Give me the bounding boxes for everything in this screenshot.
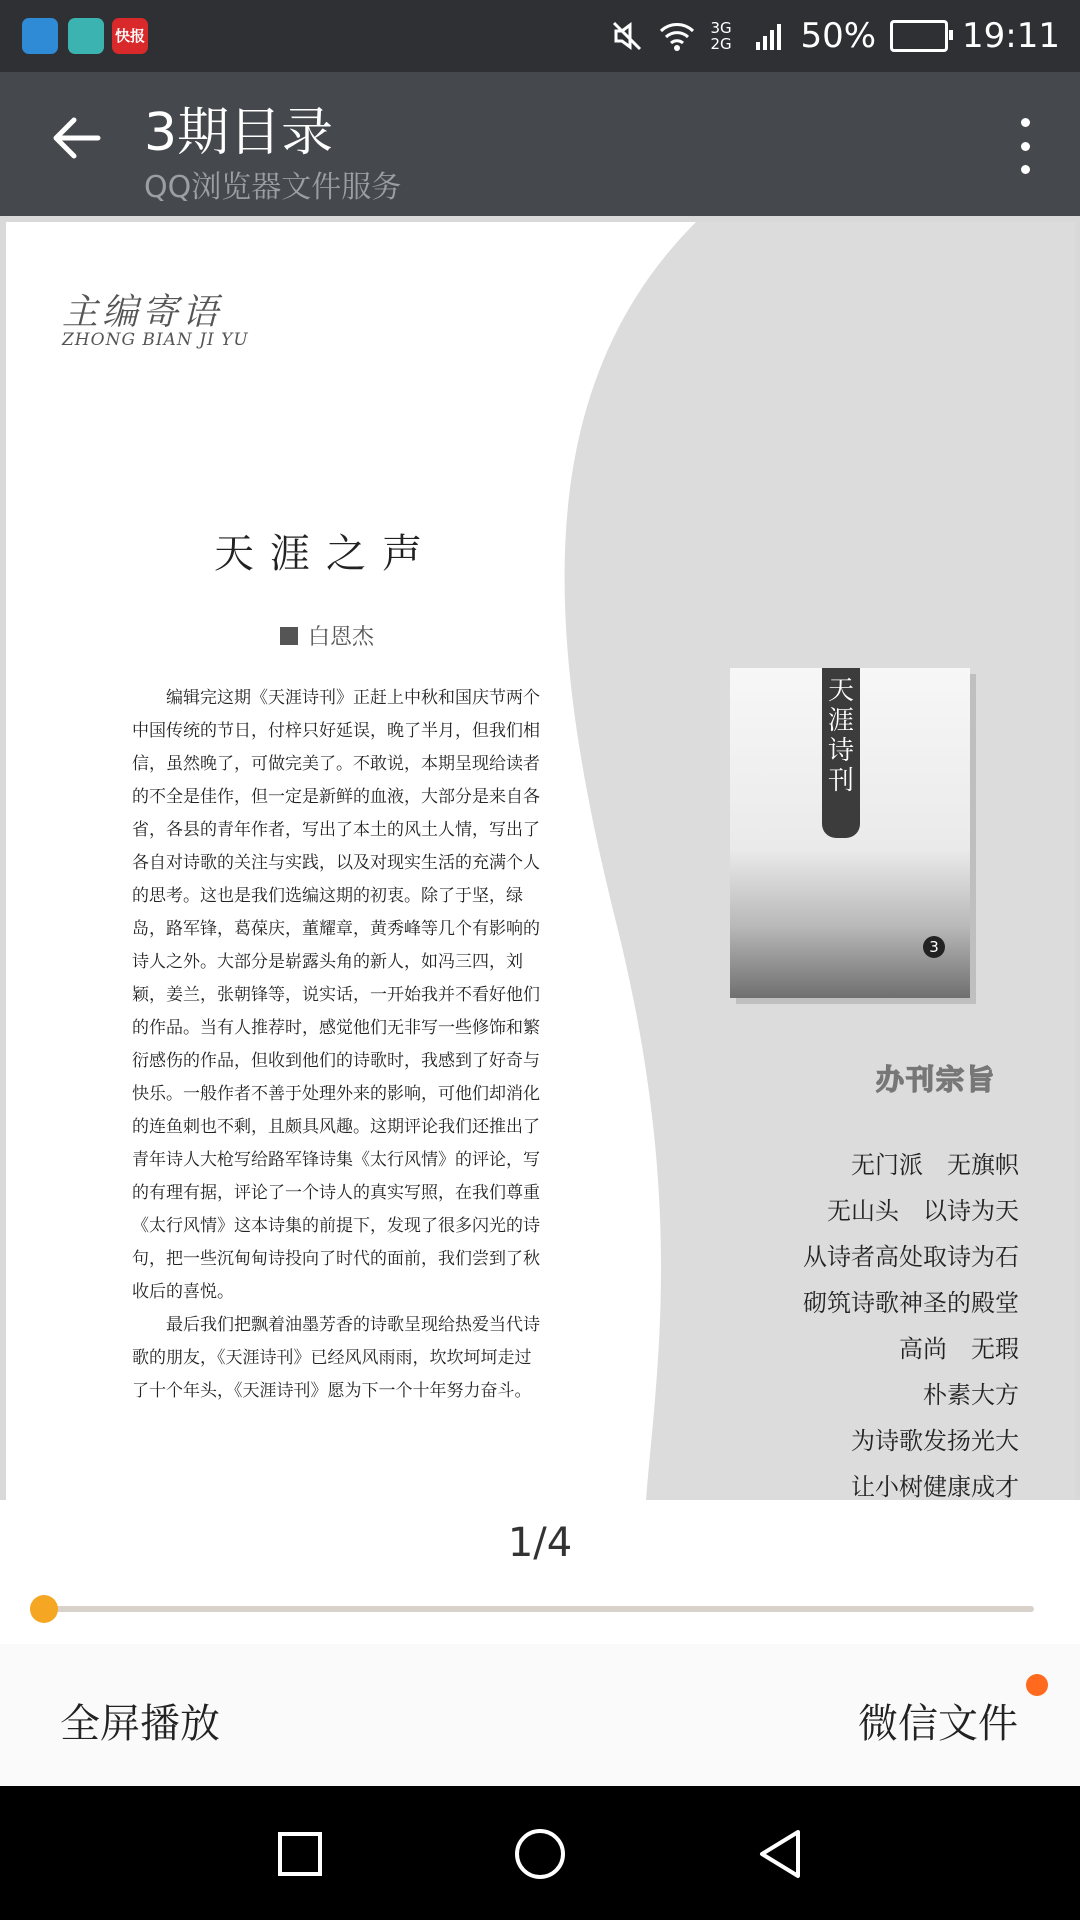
motto-line: 砌筑诗歌神圣的殿堂 (803, 1289, 1019, 1317)
clock: 19:11 (962, 16, 1060, 56)
wifi-icon (658, 19, 696, 53)
battery-percent: 50% (800, 16, 877, 56)
motto-line: 从诗者高处取诗为石 (803, 1243, 1019, 1271)
back-nav-icon[interactable] (752, 1826, 808, 1882)
page-slider-thumb[interactable] (30, 1595, 58, 1623)
toutiao-icon: 快报 (112, 18, 148, 54)
document-page (6, 222, 1075, 1500)
fullscreen-play-button[interactable]: 全屏播放 (60, 1701, 220, 1747)
motto-line: 无门派 无旗帜 (851, 1151, 1019, 1179)
author-name: 白恩杰 (308, 625, 375, 650)
article-title: 天涯之声 (214, 531, 438, 577)
system-nav-bar (0, 1786, 1080, 1920)
motto-line: 朴素大方 (923, 1381, 1019, 1409)
page-slider-track[interactable] (44, 1606, 1034, 1612)
status-indicators (610, 14, 1060, 58)
battery-icon (890, 20, 948, 52)
magazine-cover-image (730, 668, 970, 998)
status-bar (0, 0, 1080, 72)
article-author (280, 620, 374, 651)
more-options-icon[interactable] (1010, 118, 1040, 174)
home-icon[interactable] (512, 1826, 568, 1882)
page-indicator: 1/4 (507, 1520, 573, 1566)
motto-line: 为诗歌发扬光大 (851, 1427, 1019, 1455)
motto-line: 无山头 以诗为天 (827, 1197, 1019, 1225)
qq-browser-icon (22, 18, 58, 54)
motto-line: 让小树健康成才 (851, 1473, 1019, 1500)
motto-line: 高尚 无瑕 (899, 1335, 1019, 1363)
mute-icon (610, 19, 644, 53)
signal-icon (754, 20, 786, 52)
network-type-label: 3G 2G (710, 19, 732, 53)
back-arrow-icon[interactable] (46, 108, 106, 168)
article-paragraph: 编辑完这期《天涯诗刊》正赶上中秋和国庆节两个中国传统的节日，付梓只好延误，晚了半月，但我们相信，虽然晚了，可做完美了。不敢说，本期呈现给读者的不全是佳作，但一定是新鲜的血液，大部分是来自各省，各县的青年作者，写出了本土的风土人情，写出了各自对诗歌的关注与实践，以及对现实生活的充满个人的思考。这也是我们选编这期的初衷。除了于坚，绿岛，路军锋，葛葆庆，董耀章，黄秀峰等几个有影响的诗人之外。大部分是崭露头角的新人，如冯三四，刘颖，姜兰，张朝锋等，说实话，一开始我并不看好他们的作品。当有人推荐时，感觉他们无非写一些修饰和繁衍感伤的作品，但收到他们的诗歌时，我感到了好奇与快乐。一般作者不善于处理外来的影响，可他们却消化的连鱼刺也不剩，且颇具风趣。这期评论我们还推出了青年诗人大枪写给路军锋诗集《太行风情》的评论，写的有理有据，评论了一个诗人的真实写照，在我们尊重《太行风情》这本诗集的前提下，发现了很多闪光的诗句，把一些沉甸甸诗投向了时代的面前，我们尝到了秋收后的喜悦。 (132, 688, 540, 1302)
page-title: 3期目录 (144, 103, 334, 163)
qq-browser-lite-icon (68, 18, 104, 54)
article-paragraph: 最后我们把飘着油墨芳香的诗歌呈现给热爱当代诗歌的朋友，《天涯诗刊》已经风风雨雨，坎坎坷坷走过了十个年头，《天涯诗刊》愿为下一个十年努力奋斗。 (132, 1315, 540, 1401)
page-navigator (0, 1500, 1080, 1645)
section-heading-pinyin: ZHONG BIAN JI YU (62, 330, 249, 350)
cover-title: 天涯诗刊 (827, 676, 854, 796)
author-square-icon (280, 627, 298, 645)
recent-apps-icon[interactable] (272, 1826, 328, 1882)
cover-issue-number: 3 (923, 936, 945, 958)
app-bar (0, 72, 1080, 216)
motto-list (803, 1142, 1019, 1500)
document-viewer[interactable] (0, 216, 1080, 1500)
article-body (132, 682, 542, 1408)
bottom-action-bar (0, 1644, 1080, 1786)
wechat-files-button[interactable]: 微信文件 (858, 1701, 1018, 1747)
section-heading: 主编寄语 (62, 292, 223, 333)
motto-heading: 办刊宗旨 (876, 1063, 997, 1096)
page-subtitle: QQ浏览器文件服务 (144, 170, 402, 205)
notification-dot (1026, 1674, 1048, 1696)
